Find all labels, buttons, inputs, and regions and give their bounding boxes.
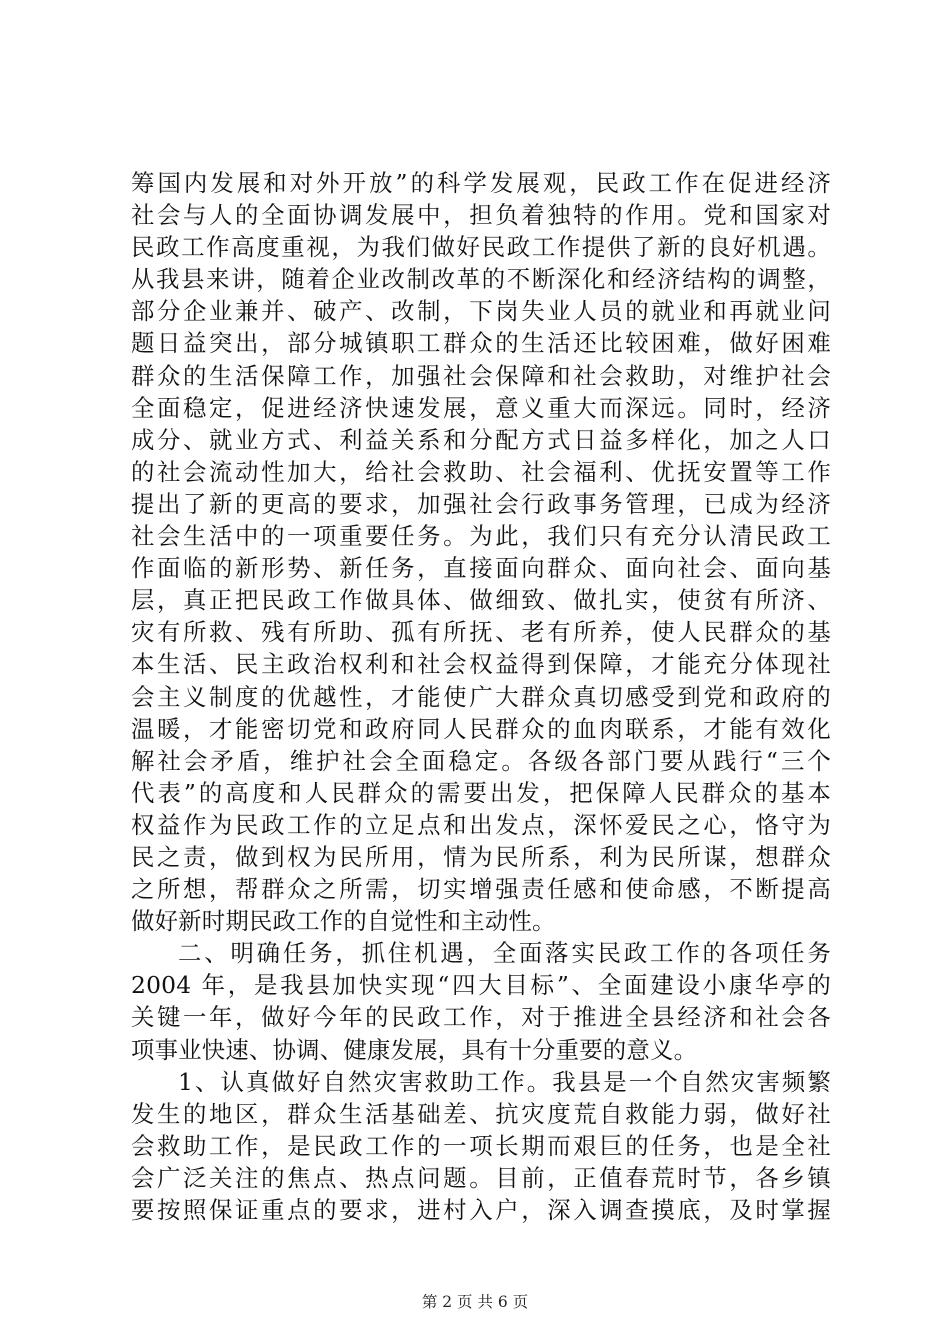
text-line: 题日益突出，部分城镇职工群众的生活还比较困难，做好困难 — [131, 329, 831, 358]
text-line: 温暖，才能密切党和政府同人民群众的血肉联系，才能有效化 — [131, 714, 831, 743]
text-line: 从我县来讲，随着企业改制改革的不断深化和经济结构的调整， — [131, 265, 831, 294]
text-line: 层，真正把民政工作做具体、做细致、做扎实，使贫有所济、 — [131, 586, 831, 615]
text-line: 关键一年，做好今年的民政工作，对于推进全县经济和社会各 — [131, 1003, 831, 1032]
text-line: 提出了新的更高的要求，加强社会行政事务管理，已成为经济 — [131, 489, 831, 518]
text-line: 社会与人的全面协调发展中，担负着独特的作用。党和国家对 — [131, 201, 831, 230]
text-line: 做好新时期民政工作的自觉性和主动性。 — [131, 907, 556, 936]
document-body — [131, 167, 831, 1226]
text-line: 二、明确任务，抓住机遇，全面落实民政工作的各项任务 — [178, 939, 831, 968]
text-line: 本生活、民主政治权利和社会权益得到保障，才能充分体现社 — [131, 650, 831, 679]
text-line: 群众的生活保障工作，加强社会保障和社会救助，对维护社会 — [131, 361, 831, 390]
text-line: 发生的地区，群众生活基础差、抗灾度荒自救能力弱，做好社 — [131, 1099, 831, 1128]
text-line: 代表”的高度和人民群众的需要出发，把保障人民群众的基本 — [131, 778, 831, 807]
text-line: 筹国内发展和对外开放”的科学发展观，民政工作在促进经济 — [131, 169, 831, 197]
text-line: 会救助工作，是民政工作的一项长期而艰巨的任务，也是全社 — [131, 1131, 831, 1160]
text-line: 部分企业兼并、破产、改制，下岗失业人员的就业和再就业问 — [131, 297, 831, 326]
text-line: 民之责，做到权为民所用，情为民所系，利为民所谋，想群众 — [131, 842, 831, 871]
page-number-label: 第 2 页 共 6 页 — [421, 1293, 529, 1311]
text-line: 灾有所救、残有所助、孤有所抚、老有所养，使人民群众的基 — [131, 618, 831, 647]
text-line: 作面临的新形势、新任务，直接面向群众、面向社会、面向基 — [131, 554, 831, 583]
text-line: 要按照保证重点的要求，进村入户，深入调查摸底，及时掌握 — [131, 1196, 831, 1224]
text-line: 成分、就业方式、利益关系和分配方式日益多样化，加之人口 — [131, 425, 831, 454]
text-line: 社会生活中的一项重要任务。为此，我们只有充分认清民政工 — [131, 522, 831, 551]
text-line: 之所想，帮群众之所需，切实增强责任感和使命感，不断提高 — [131, 875, 831, 904]
text-line: 权益作为民政工作的立足点和出发点，深怀爱民之心，恪守为 — [131, 810, 831, 839]
text-line: 项事业快速、协调、健康发展，具有十分重要的意义。 — [131, 1035, 698, 1064]
text-line: 2004 年，是我县加快实现“四大目标”、全面建设小康华亭的 — [131, 971, 831, 1000]
text-line: 全面稳定，促进经济快速发展，意义重大而深远。同时，经济 — [131, 393, 831, 422]
text-line: 会主义制度的优越性，才能使广大群众真切感受到党和政府的 — [131, 682, 831, 711]
text-line: 的社会流动性加大，给社会救助、社会福利、优抚安置等工作 — [131, 457, 831, 486]
text-line: 民政工作高度重视，为我们做好民政工作提供了新的良好机遇。 — [131, 233, 831, 262]
text-line: 1、认真做好自然灾害救助工作。我县是一个自然灾害频繁 — [178, 1067, 831, 1096]
page-footer — [0, 1292, 950, 1312]
text-line: 解社会矛盾，维护社会全面稳定。各级各部门要从践行“三个 — [131, 746, 831, 775]
text-line: 会广泛关注的焦点、热点问题。目前，正值春荒时节，各乡镇 — [131, 1163, 831, 1192]
